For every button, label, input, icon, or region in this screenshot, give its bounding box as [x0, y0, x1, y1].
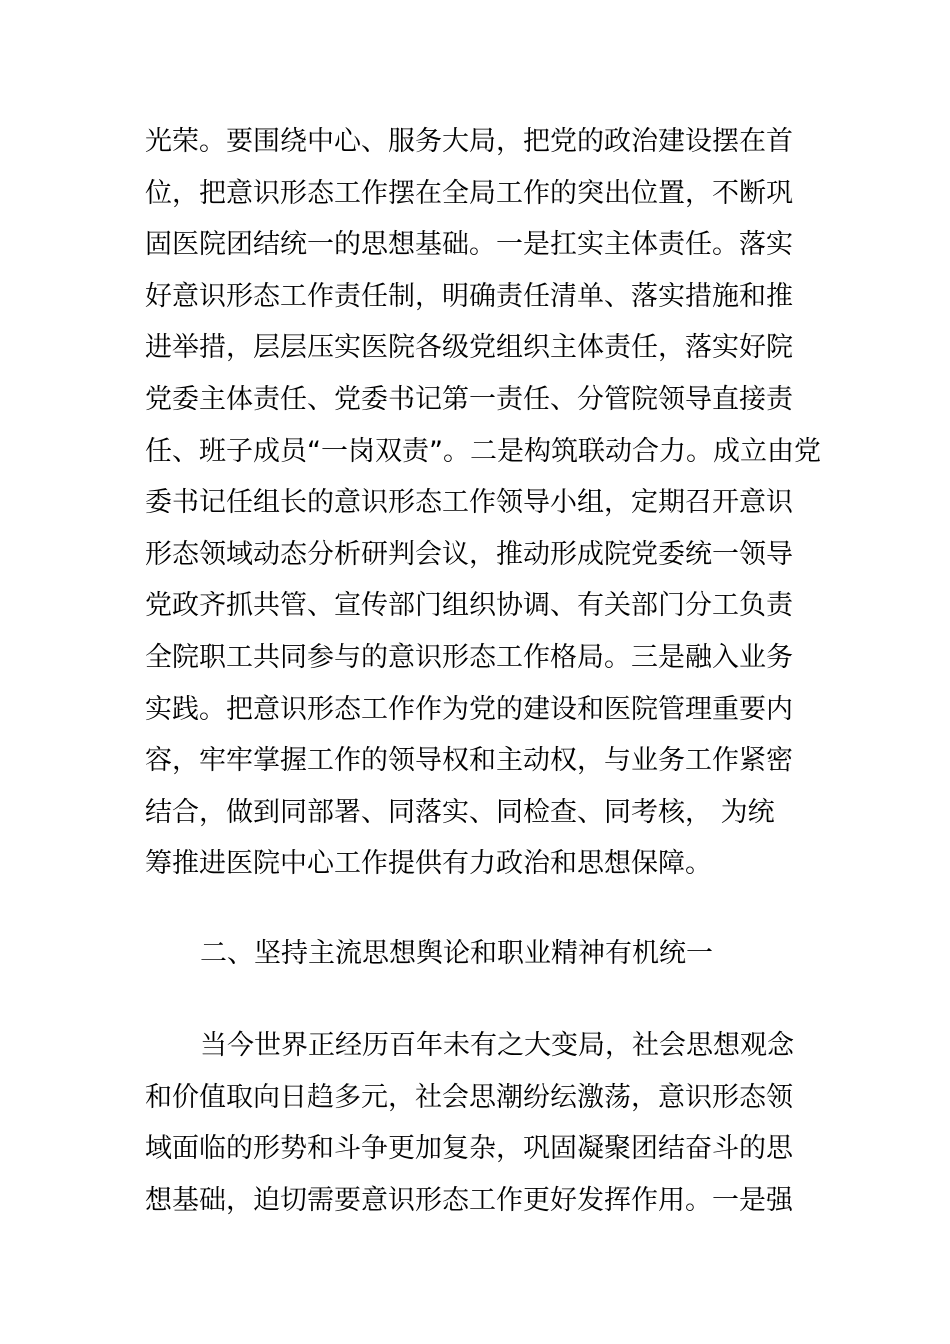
text-line: 位，把意识形态工作摆在全局工作的突出位置，不断巩	[145, 177, 793, 209]
text-line: 域面临的形势和斗争更加复杂，巩固凝聚团结奋斗的思	[145, 1133, 793, 1165]
text-line: 党委主体责任、党委书记第一责任、分管院领导直接责	[145, 383, 793, 415]
text-line: 当今世界正经历百年未有之大变局，社会思想观念	[200, 1030, 794, 1061]
text-line: 全院职工共同参与的意识形态工作格局。三是融入业务	[145, 641, 793, 673]
body-paragraph-1	[145, 116, 821, 890]
text-line: 好意识形态工作责任制，明确责任清单、落实措施和推	[145, 280, 793, 312]
text-line: 结合，做到同部署、同落实、同检查、同考核， 为统	[145, 796, 775, 828]
text-line: 进举措，层层压实医院各级党组织主体责任，落实好院	[145, 332, 793, 364]
text-line: 和价值取向日趋多元，社会思潮纷纭激荡，意识形态领	[145, 1081, 793, 1113]
section-heading-text: 二、坚持主流思想舆论和职业精神有机统一	[200, 938, 713, 969]
text-line: 想基础，迫切需要意识形态工作更好发挥作用。一是强	[145, 1184, 793, 1216]
text-line: 党政齐抓共管、宣传部门组织协调、有关部门分工负责	[145, 590, 793, 622]
text-line: 筹推进医院中心工作提供有力政治和思想保障。	[145, 848, 712, 880]
text-line: 任、班子成员“一岗双责”。二是构筑联动合力。成立由党	[145, 435, 821, 467]
text-line: 容，牢牢掌握工作的领导权和主动权，与业务工作紧密	[145, 745, 793, 777]
text-line: 形态领域动态分析研判会议，推动形成院党委统一领导	[145, 538, 793, 570]
text-line: 光荣。要围绕中心、服务大局，把党的政治建设摆在首	[145, 126, 793, 157]
text-line: 固医院团结统一的思想基础。一是扛实主体责任。落实	[145, 229, 793, 261]
text-line: 委书记任组长的意识形态工作领导小组，定期召开意识	[145, 487, 793, 519]
text-line: 实践。把意识形态工作作为党的建设和医院管理重要内	[145, 693, 793, 725]
body-paragraph-2	[145, 1020, 815, 1226]
section-heading	[145, 928, 815, 980]
